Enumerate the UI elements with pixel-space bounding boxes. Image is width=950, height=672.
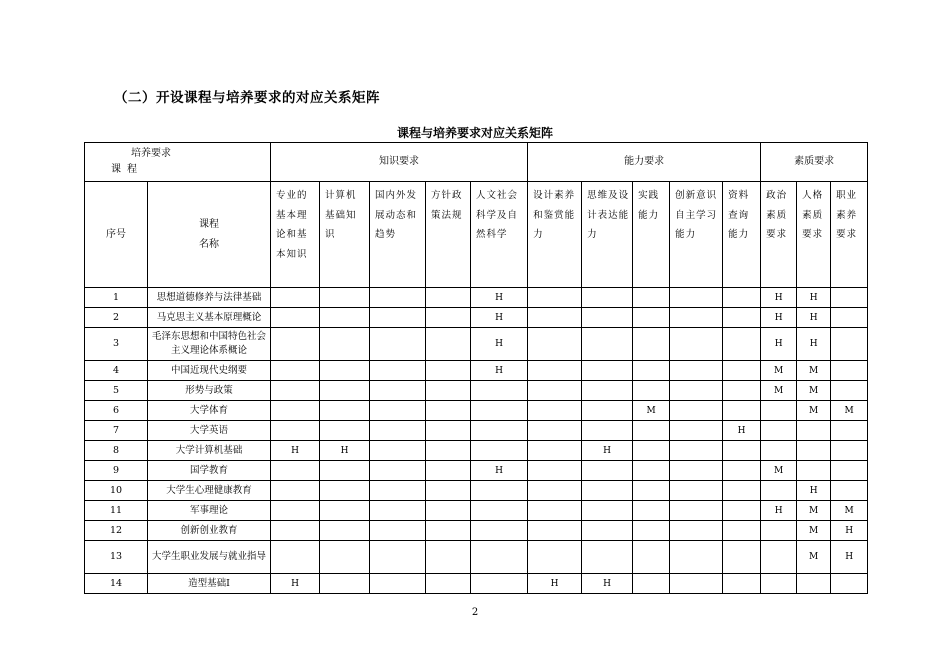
- matrix-cell: [797, 574, 831, 594]
- matrix-cell: [471, 381, 528, 401]
- matrix-cell: H: [831, 521, 868, 541]
- matrix-cell: [528, 501, 582, 521]
- matrix-cell: [633, 361, 670, 381]
- column-header-12: 人格素质要求: [797, 182, 831, 288]
- matrix-cell: H: [528, 574, 582, 594]
- matrix-cell: [670, 328, 723, 361]
- table-row: [85, 574, 868, 594]
- matrix-cell: [670, 381, 723, 401]
- matrix-cell: [320, 381, 370, 401]
- matrix-cell: [320, 288, 370, 308]
- matrix-cell: [831, 574, 868, 594]
- row-seq: 12: [85, 521, 148, 541]
- column-header-row: [85, 182, 868, 288]
- matrix-cell: H: [471, 288, 528, 308]
- row-course-name: 马克思主义基本原理概论: [148, 308, 271, 328]
- matrix-cell: H: [797, 481, 831, 501]
- matrix-cell: [582, 521, 633, 541]
- matrix-cell: [370, 521, 426, 541]
- matrix-cell: H: [471, 361, 528, 381]
- matrix-cell: [271, 288, 320, 308]
- matrix-cell: [670, 361, 723, 381]
- matrix-cell: [582, 541, 633, 574]
- matrix-cell: [633, 521, 670, 541]
- matrix-cell: [723, 328, 761, 361]
- matrix-cell: H: [471, 461, 528, 481]
- matrix-cell: [370, 421, 426, 441]
- matrix-cell: [320, 361, 370, 381]
- matrix-cell: [426, 421, 471, 441]
- matrix-cell: M: [797, 401, 831, 421]
- matrix-cell: [797, 441, 831, 461]
- row-seq: 5: [85, 381, 148, 401]
- row-seq: 14: [85, 574, 148, 594]
- matrix-cell: [582, 288, 633, 308]
- matrix-cell: [271, 381, 320, 401]
- row-course-name: 毛泽东思想和中国特色社会主义理论体系概论: [148, 328, 271, 361]
- table-row: [85, 501, 868, 521]
- matrix-cell: [528, 481, 582, 501]
- matrix-cell: [320, 421, 370, 441]
- matrix-cell: [471, 421, 528, 441]
- row-seq: 6: [85, 401, 148, 421]
- matrix-cell: [370, 328, 426, 361]
- table-row: [85, 308, 868, 328]
- course-name-header-label: 课程名称: [199, 218, 219, 250]
- matrix-cell: [471, 541, 528, 574]
- matrix-cell: [426, 541, 471, 574]
- row-seq: 13: [85, 541, 148, 574]
- matrix-cell: [426, 381, 471, 401]
- matrix-cell: [528, 521, 582, 541]
- matrix-cell: [271, 421, 320, 441]
- matrix-cell: [831, 441, 868, 461]
- matrix-cell: [528, 361, 582, 381]
- matrix-cell: H: [761, 328, 797, 361]
- matrix-cell: [633, 288, 670, 308]
- matrix-cell: [528, 308, 582, 328]
- matrix-cell: [471, 481, 528, 501]
- matrix-cell: [670, 421, 723, 441]
- matrix-cell: [426, 361, 471, 381]
- matrix-cell: H: [797, 328, 831, 361]
- matrix-cell: [831, 308, 868, 328]
- matrix-cell: [426, 574, 471, 594]
- matrix-cell: H: [471, 308, 528, 328]
- column-header-4: 方针政策法规: [426, 182, 471, 288]
- course-requirement-matrix: [84, 142, 868, 594]
- matrix-cell: H: [271, 441, 320, 461]
- matrix-cell: [471, 401, 528, 421]
- matrix-cell: [528, 288, 582, 308]
- matrix-cell: [723, 288, 761, 308]
- matrix-cell: [761, 481, 797, 501]
- matrix-cell: [426, 288, 471, 308]
- matrix-cell: [670, 481, 723, 501]
- table-row: [85, 481, 868, 501]
- matrix-cell: H: [797, 288, 831, 308]
- matrix-cell: [723, 461, 761, 481]
- matrix-cell: [370, 441, 426, 461]
- matrix-cell: [426, 441, 471, 461]
- row-seq: 9: [85, 461, 148, 481]
- matrix-cell: [271, 401, 320, 421]
- table-row: [85, 421, 868, 441]
- matrix-cell: [633, 461, 670, 481]
- row-course-name: 大学生心理健康教育: [148, 481, 271, 501]
- matrix-cell: [723, 441, 761, 461]
- table-row: [85, 361, 868, 381]
- matrix-cell: [670, 501, 723, 521]
- matrix-cell: H: [831, 541, 868, 574]
- row-seq: 8: [85, 441, 148, 461]
- matrix-cell: [528, 381, 582, 401]
- row-course-name: 思想道德修养与法律基础: [148, 288, 271, 308]
- matrix-cell: [528, 328, 582, 361]
- matrix-cell: [670, 521, 723, 541]
- table-row: [85, 521, 868, 541]
- matrix-cell: M: [761, 381, 797, 401]
- matrix-body: [85, 143, 868, 594]
- matrix-cell: [370, 541, 426, 574]
- matrix-cell: H: [797, 308, 831, 328]
- matrix-cell: [633, 541, 670, 574]
- matrix-cell: [761, 401, 797, 421]
- row-course-name: 大学生职业发展与就业指导: [148, 541, 271, 574]
- column-header-2: 计算机基础知识: [320, 182, 370, 288]
- row-course-name: 大学英语: [148, 421, 271, 441]
- column-header-6: 设计素养和鉴赏能力: [528, 182, 582, 288]
- column-header-8: 实践能力: [633, 182, 670, 288]
- matrix-cell: [831, 328, 868, 361]
- table-row: [85, 288, 868, 308]
- matrix-cell: M: [831, 401, 868, 421]
- matrix-cell: [670, 288, 723, 308]
- matrix-cell: [831, 421, 868, 441]
- matrix-cell: [831, 381, 868, 401]
- row-seq: 1: [85, 288, 148, 308]
- row-seq: 2: [85, 308, 148, 328]
- matrix-cell: [271, 501, 320, 521]
- matrix-cell: [426, 308, 471, 328]
- seq-header: 序号: [85, 182, 148, 288]
- matrix-cell: [320, 574, 370, 594]
- column-header-9: 创新意识自主学习能力: [670, 182, 723, 288]
- matrix-cell: M: [761, 361, 797, 381]
- matrix-cell: [633, 501, 670, 521]
- matrix-cell: [271, 481, 320, 501]
- matrix-cell: [471, 521, 528, 541]
- matrix-cell: [370, 361, 426, 381]
- matrix-cell: [370, 308, 426, 328]
- column-header-13: 职业素养要求: [831, 182, 868, 288]
- table-row: [85, 401, 868, 421]
- table-row: [85, 328, 868, 361]
- matrix-cell: [723, 521, 761, 541]
- matrix-cell: [670, 308, 723, 328]
- matrix-cell: [271, 521, 320, 541]
- matrix-cell: [670, 541, 723, 574]
- matrix-cell: [271, 461, 320, 481]
- matrix-cell: [370, 401, 426, 421]
- matrix-cell: H: [761, 288, 797, 308]
- matrix-cell: [426, 501, 471, 521]
- group-header-quality: 素质要求: [761, 143, 868, 182]
- row-seq: 4: [85, 361, 148, 381]
- matrix-cell: [320, 521, 370, 541]
- matrix-cell: H: [471, 328, 528, 361]
- matrix-cell: [582, 361, 633, 381]
- matrix-cell: [633, 481, 670, 501]
- row-course-name: 军事理论: [148, 501, 271, 521]
- matrix-cell: [320, 481, 370, 501]
- matrix-cell: [723, 308, 761, 328]
- matrix-cell: [761, 574, 797, 594]
- matrix-cell: [633, 328, 670, 361]
- matrix-cell: [528, 401, 582, 421]
- matrix-cell: H: [723, 421, 761, 441]
- matrix-cell: [633, 421, 670, 441]
- matrix-cell: [831, 288, 868, 308]
- column-header-11: 政治素质要求: [761, 182, 797, 288]
- row-course-name: 国学教育: [148, 461, 271, 481]
- matrix-cell: [528, 441, 582, 461]
- row-seq: 11: [85, 501, 148, 521]
- matrix-cell: [426, 481, 471, 501]
- matrix-cell: H: [271, 574, 320, 594]
- corner-bottom-label: 课程: [111, 164, 143, 175]
- matrix-cell: [582, 481, 633, 501]
- matrix-cell: [370, 288, 426, 308]
- matrix-cell: [723, 501, 761, 521]
- section-heading: （二）开设课程与培养要求的对应关系矩阵: [114, 90, 380, 106]
- matrix-cell: [831, 361, 868, 381]
- row-course-name: 大学计算机基础: [148, 441, 271, 461]
- matrix-cell: [797, 461, 831, 481]
- matrix-cell: [320, 328, 370, 361]
- corner-header-cell: [85, 143, 271, 182]
- matrix-cell: [831, 461, 868, 481]
- group-header-knowledge: 知识要求: [271, 143, 528, 182]
- matrix-cell: [723, 361, 761, 381]
- matrix-cell: [426, 521, 471, 541]
- table-row: [85, 441, 868, 461]
- column-header-1: 专业的基本理论和基本知识: [271, 182, 320, 288]
- row-seq: 10: [85, 481, 148, 501]
- matrix-cell: [528, 461, 582, 481]
- matrix-cell: [582, 501, 633, 521]
- matrix-cell: [370, 574, 426, 594]
- table-caption: 课程与培养要求对应关系矩阵: [396, 126, 553, 140]
- table-row: [85, 541, 868, 574]
- matrix-cell: [582, 308, 633, 328]
- matrix-cell: [582, 461, 633, 481]
- matrix-cell: M: [831, 501, 868, 521]
- matrix-cell: [320, 401, 370, 421]
- page-number: 2: [471, 607, 479, 618]
- matrix-cell: [320, 461, 370, 481]
- matrix-cell: [670, 574, 723, 594]
- matrix-cell: [426, 461, 471, 481]
- column-header-3: 国内外发展动态和趋势: [370, 182, 426, 288]
- matrix-cell: [633, 441, 670, 461]
- matrix-cell: H: [761, 308, 797, 328]
- row-course-name: 造型基础Ⅰ: [148, 574, 271, 594]
- matrix-cell: [528, 421, 582, 441]
- matrix-cell: [370, 501, 426, 521]
- matrix-cell: [426, 401, 471, 421]
- column-header-10: 资料查询能力: [723, 182, 761, 288]
- row-course-name: 形势与政策: [148, 381, 271, 401]
- matrix-cell: [471, 574, 528, 594]
- row-seq: 3: [85, 328, 148, 361]
- matrix-cell: H: [320, 441, 370, 461]
- matrix-cell: [370, 381, 426, 401]
- matrix-cell: [471, 501, 528, 521]
- matrix-cell: M: [797, 541, 831, 574]
- matrix-cell: [320, 501, 370, 521]
- matrix-cell: [426, 328, 471, 361]
- matrix-cell: [723, 381, 761, 401]
- matrix-cell: H: [582, 441, 633, 461]
- matrix-cell: [670, 441, 723, 461]
- matrix-cell: [797, 421, 831, 441]
- matrix-cell: [723, 574, 761, 594]
- column-header-5: 人文社会科学及自然科学: [471, 182, 528, 288]
- row-course-name: 大学体育: [148, 401, 271, 421]
- matrix-cell: [633, 308, 670, 328]
- matrix-cell: M: [797, 501, 831, 521]
- matrix-cell: [831, 481, 868, 501]
- matrix-cell: [761, 521, 797, 541]
- group-header-row: [85, 143, 868, 182]
- matrix-cell: [723, 541, 761, 574]
- matrix-cell: [761, 541, 797, 574]
- table-row: [85, 461, 868, 481]
- matrix-cell: [761, 421, 797, 441]
- matrix-cell: [582, 401, 633, 421]
- matrix-cell: [723, 401, 761, 421]
- matrix-cell: [582, 328, 633, 361]
- row-course-name: 创新创业教育: [148, 521, 271, 541]
- matrix-cell: [271, 361, 320, 381]
- matrix-cell: M: [797, 361, 831, 381]
- matrix-cell: [320, 541, 370, 574]
- matrix-cell: [271, 328, 320, 361]
- table-row: [85, 381, 868, 401]
- matrix-cell: [582, 381, 633, 401]
- matrix-cell: [271, 541, 320, 574]
- matrix-cell: [582, 421, 633, 441]
- row-seq: 7: [85, 421, 148, 441]
- matrix-cell: [633, 381, 670, 401]
- column-header-7: 思维及设计表达能力: [582, 182, 633, 288]
- matrix-cell: M: [797, 381, 831, 401]
- matrix-cell: [633, 574, 670, 594]
- matrix-cell: [528, 541, 582, 574]
- matrix-cell: M: [761, 461, 797, 481]
- group-header-ability: 能力要求: [528, 143, 761, 182]
- matrix-cell: [670, 461, 723, 481]
- course-name-header: [148, 182, 271, 288]
- matrix-cell: [670, 401, 723, 421]
- matrix-cell: [723, 481, 761, 501]
- matrix-cell: [370, 481, 426, 501]
- matrix-cell: [370, 461, 426, 481]
- row-course-name: 中国近现代史纲要: [148, 361, 271, 381]
- matrix-cell: M: [633, 401, 670, 421]
- matrix-cell: H: [761, 501, 797, 521]
- matrix-cell: [271, 308, 320, 328]
- matrix-cell: [320, 308, 370, 328]
- corner-top-label: 培养要求: [131, 148, 171, 159]
- matrix-cell: H: [582, 574, 633, 594]
- matrix-cell: [761, 441, 797, 461]
- matrix-cell: [471, 441, 528, 461]
- matrix-cell: M: [797, 521, 831, 541]
